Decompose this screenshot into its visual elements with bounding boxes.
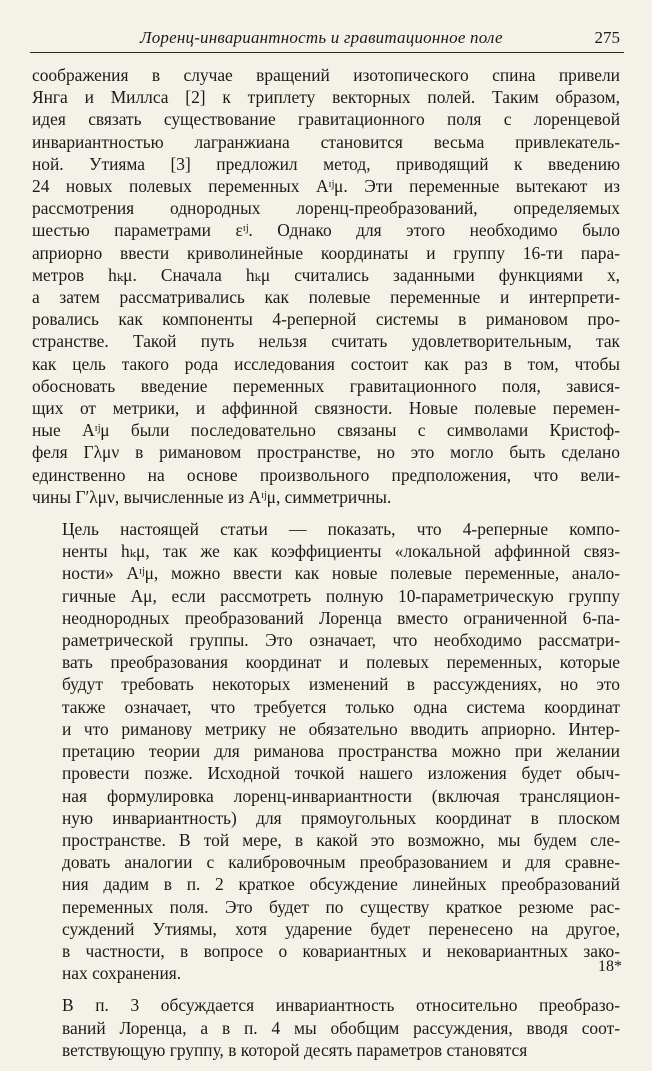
paragraph-1	[32, 64, 620, 508]
text-line: чины Γ′λμν, вычисленные из Aᶦʲμ, симметричны.	[32, 486, 392, 507]
text-line: нах сохранения.	[62, 963, 182, 984]
text-line: неоднородных преобразований Лоренца вместо ограниченной 6-па-	[62, 607, 620, 628]
text-line: в частности, в вопросе о ковариантных и нековариантных зако-	[62, 940, 620, 961]
text-line: переменных поля. Это будет по существу краткое резюме рас-	[62, 896, 620, 917]
text-line: также означает, что требуется только одна система координат	[62, 696, 620, 717]
page-header	[30, 28, 624, 53]
paragraph-2	[32, 518, 620, 984]
text-line: метров hₖμ. Сначала hₖμ считались заданными функциями x,	[32, 264, 620, 285]
text-line: гичные Aμ, если рассмотреть полную 10-параметрическую группу	[62, 585, 620, 606]
text-line: ные Aᶦʲμ были последовательно связаны с символами Кристоф-	[32, 420, 620, 441]
text-line: обосновать введение переменных гравитационного поля, завися-	[32, 375, 620, 396]
text-line: пространстве. В той мере, в какой это возможно, мы будем сле-	[62, 829, 620, 850]
text-line: ния дадим в п. 2 краткое обсуждение линейных преобразований	[62, 874, 620, 895]
text-line: феля Γλμν в римановом пространстве, но это могло быть сделано	[32, 442, 620, 463]
text-line: претацию теории для риманова пространства можно при желании	[62, 741, 620, 762]
text-line: довать аналогии с калибровочным преобразованием и для сравне-	[62, 852, 620, 873]
text-line: провести позже. Исходной точкой нашего изложения будет обыч-	[62, 763, 620, 784]
page-number: 275	[594, 28, 620, 47]
text-line: ную инвариантность) для прямоугольных координат в плоском	[62, 807, 620, 828]
text-line: а затем рассматривались как полевые переменные и интерпрети-	[32, 287, 620, 308]
text-line: ности» Aᶦʲμ, можно ввести как новые полевые переменные, анало-	[62, 563, 620, 584]
running-title: Лоренц-инвариантность и гравитационное поле	[140, 28, 503, 47]
printer-signature-mark: 18*	[598, 958, 622, 975]
text-line: инвариантностью лагранжиана становится весьма привлекатель-	[32, 131, 620, 152]
text-line: соображения в случае вращений изотопического спина привели	[32, 65, 620, 85]
text-line: 24 новых полевых переменных Aᶦʲμ. Эти переменные вытекают из	[32, 176, 620, 197]
text-line: раметрической группы. Это означает, что необходимо рассматри-	[62, 630, 620, 651]
text-line: вать преобразования координат и полевых переменных, которые	[62, 652, 620, 673]
text-line: ная формулировка лоренц-инвариантности (включая трансляцион-	[62, 785, 620, 806]
text-line: единственно на основе произвольного предположения, что вели-	[32, 464, 620, 485]
text-line: ваний Лоренца, а в п. 4 мы обобщим рассуждения, вводя соот-	[62, 1017, 620, 1038]
text-line: априорно ввести криволинейные координаты и группу 16-ти пара-	[32, 242, 620, 263]
text-line: Цель настоящей статьи — показать, что 4-реперные компо-	[62, 519, 620, 540]
text-line: рассмотрения однородных лоренц-преобразований, определяемых	[32, 198, 620, 219]
text-line: В п. 3 обсуждается инвариантность относительно преобразо-	[62, 995, 620, 1016]
text-line: странстве. Такой путь нельзя считать удовлетворительным, так	[32, 331, 620, 352]
text-line: шестью параметрами εᶦʲ. Однако для этого необходимо было	[32, 220, 620, 241]
text-line: суждений Утиямы, хотя ударение будет перенесено на другое,	[62, 918, 620, 939]
text-line: ветствующую группу, в которой десять параметров становятся	[62, 1039, 528, 1060]
text-line: Янга и Миллса [2] к триплету векторных полей. Таким образом,	[32, 87, 620, 108]
body-text	[32, 64, 620, 1071]
text-line: как цель такого рода исследования состоит как раз в том, чтобы	[32, 353, 620, 374]
text-line: ной. Утияма [3] предложил метод, приводящий к введению	[32, 153, 620, 174]
paragraph-3	[32, 994, 620, 1061]
text-line: ненты hₖμ, так же как коэффициенты «локальной аффинной связ-	[62, 541, 620, 562]
text-line: щих от метрики, и аффинной связности. Новые полевые перемен-	[32, 398, 620, 419]
text-line: будут требовать некоторых изменений в рассуждениях, но это	[62, 674, 620, 695]
text-line: ровались как компоненты 4-реперной системы в римановом про-	[32, 309, 620, 330]
text-line: идея связать существование гравитационного поля с лоренцевой	[32, 109, 620, 130]
text-line: и что риманову метрику не обязательно вводить априорно. Интер-	[62, 718, 620, 739]
